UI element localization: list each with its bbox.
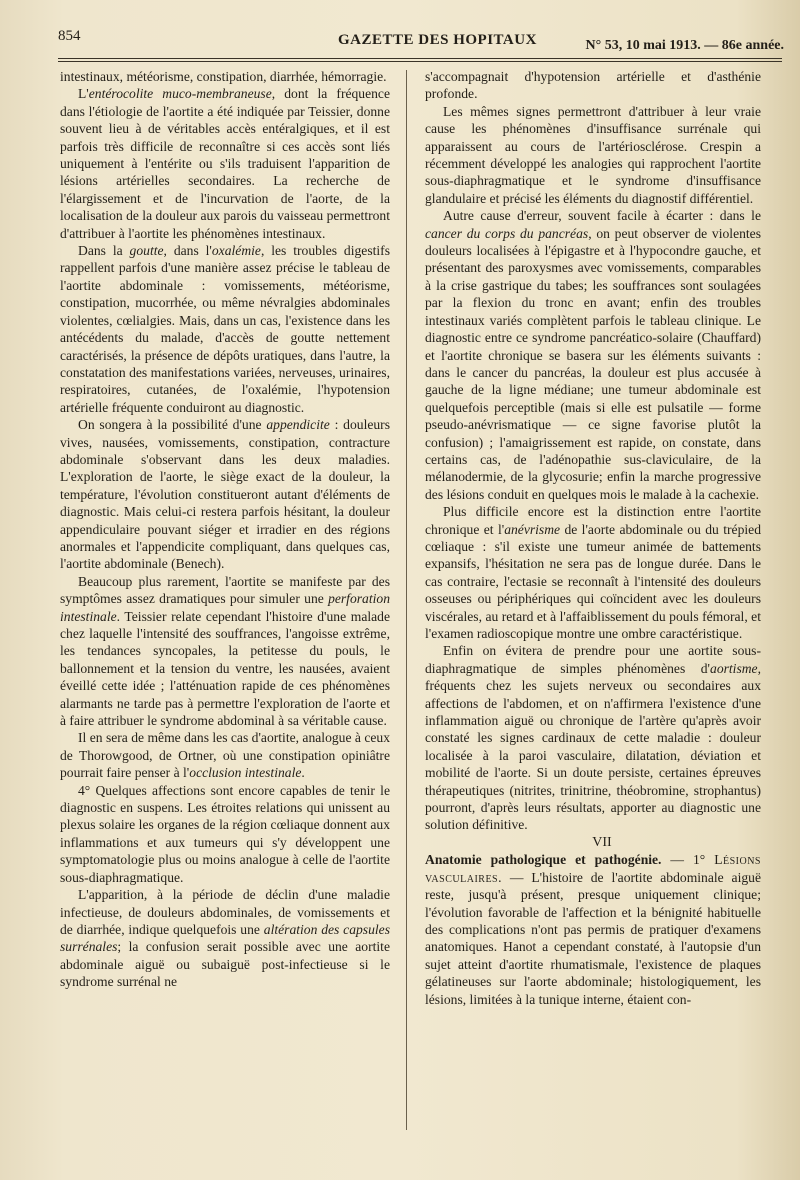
paragraph: Il en sera de même dans les cas d'aortite, analogue à ceux de Thorowgood, de Ortner, où une constipation opiniâtre pourrait faire penser à l'occlusion intestinale. xyxy=(60,730,390,781)
paragraph: Enfin on évitera de prendre pour une aortite sous-diaphragmatique de simples phénomènes d'aortisme, fréquents chez les sujets nerveux ou secondaires aux affections de l'abdomen, et on n'affirmera l'existence d'une inflammation aiguë ou chronique de l'artère qu'après avoir constaté les signes cardinaux de cette maladie : douleur localisée à la paroi vasculaire, dilatation, déviation et mobilité de l'aorte. Si un doute persiste, certaines épreuves thérapeutiques (nitrites, trinitrine, théobromine, strophantus) pourront, d'après leurs résultats, apporter au diagnostic une solution définitive. xyxy=(425,643,761,833)
issue-info: N° 53, 10 mai 1913. — 86e année. xyxy=(585,38,784,53)
paragraph: 4° Quelques affections sont encore capables de tenir le diagnostic en suspens. Les étroites relations qui unissent au plexus solaire les organes de la région cœliaque donnent aux inflammations et aux tumeurs qui s'y développent une symptomatologie plus ou moins analogue à celle de l'aortite sous-diaphragmatique. xyxy=(60,782,390,885)
column-divider xyxy=(406,70,407,1130)
paragraph: Les mêmes signes permettront d'attribuer à leur vraie cause les phénomènes d'insuffisance surrénale qui apparaissent au cours de l'artériosclérose. Crespin a récemment développé les analogies qui rapprochent l'aortite sous-diaphragmatique et le syndrome d'insuffisance glandulaire et précisé les éléments du diagnostif différentiel. xyxy=(425,103,761,206)
section-heading: Anatomie pathologique et pathogénie. xyxy=(425,852,662,868)
paragraph: s'accompagnait d'hypotension artérielle et d'asthénie profonde. xyxy=(425,69,761,102)
paragraph: Beaucoup plus rarement, l'aortite se manifeste par des symptômes assez dramatiques pour simuler une perforation intestinale. Teissier relate cependant l'histoire d'une malade chez laquelle l'intensité des souffrances, l'angoisse extrême, les tendances syncopales, la petitesse du pouls, le ballonnement et la tension du ventre, les nausées, avaient éveillé cette idée ; l'atténuation rapide de ces phénomènes alarmants ne tarde pas à permettre l'exploration de l'aorte et à faire attribuer le syndrome abdominal à sa véritable cause. xyxy=(60,573,390,729)
paragraph: Autre cause d'erreur, souvent facile à écarter : dans le cancer du corps du pancréas, on peut observer de violentes douleurs localisées à l'épigastre et à l'hypocondre gauche, et présentant des paroxysmes avec vomissements, comparables à la crise gastrique du tabes; les souffrances sont soulagées par la flexion du tronc en avant; enfin des troubles intestinaux variés complètent parfois le tableau clinique. Le diagnostic entre ce syndrome pancréatico-solaire (Chauffard) et l'aortite chronique se basera sur les éléments suivants : dans le cancer du pancréas, la douleur est plus accusée à gauche de la ligne médiane; une tumeur abdominale est quelquefois perceptible (mais si elle est pulsatile — forme pseudo-anévrismatique — ce signe favorise plutôt la confusion) ; l'amaigrissement est rapide, on constate, dans certains cas, de l'adénopathie sus-claviculaire, de la mélanodermie, de la glycosurie; enfin la marche progressive des lésions conduit en quelques mois le malade à la cachexie. xyxy=(425,208,761,502)
journal-title: GAZETTE DES HOPITAUX xyxy=(338,32,537,48)
paragraph: L'apparition, à la période de déclin d'une maladie infectieuse, de douleurs abdominales, de vomissements et de diarrhée, indique quelquefois une altération des capsules surrénales; la confusion serait possible avec une aortite abdominale aiguë ou subaiguë post-infectieuse si le syndrome surrénal ne xyxy=(60,887,390,990)
paragraph: Dans la goutte, dans l'oxalémie, les troubles digestifs rappellent parfois d'une manière assez précise le tableau de l'aortite abdominale : vomissements, météorisme, constipation, mucorrhée, ou même névralgies abdominales violentes, cœlialgies. Mais, dans un cas, l'existence dans les antécédents du malade, d'accès de goutte nettement caractérisés, la présence de dépôts uratiques, dans l'autre, la constatation des manifestations variées, nerveuses, urinaires, respiratoires, cutanées, de l'oxalémie, l'hypotension artérielle fréquente conduiront au diagnostic. xyxy=(60,243,391,415)
paragraph: On songera à la possibilité d'une appendicite : douleurs vives, nausées, vomissements, constipation, contracture abdominale s'observant dans les deux maladies. L'exploration de l'aorte, le siège exact de la douleur, la température, l'évolution constitueront autant d'éléments de diagnostic. Mais celui-ci restera parfois hésitant, la douleur appendiculaire pouvant siéger et irradier en des régions anormales et l'appendicite compliquant, dans quelques cas, l'aortite abdominale (Benech). xyxy=(60,417,390,572)
paragraph: L'entérocolite muco-membraneuse, dont la fréquence dans l'étiologie de l'aortite a été indiquée par Teissier, donne souvent lieu à de véritables accès entéralgiques, et il est parfois très difficile de reconnaître si ces accès sont liés uniquement à l'entérite ou s'ils traduisent l'apparition de lésions artérielles secondaires. La recherche de l'élargissement et de l'incurvation de l'aorte, de la localisation de la douleur aux parois du vaisseau permettront d'attribuer à l'aortite les phénomènes intestinaux. xyxy=(60,86,391,241)
header-rule xyxy=(58,58,782,62)
page-number: 854 xyxy=(58,28,81,44)
section-paragraph: Anatomie pathologique et pathogénie. — 1° Lésions vasculaires. — L'histoire de l'aortite abdominale aiguë reste, jusqu'à présent, presque uniquement clinique; l'évolution favorable de l'affection et la bénignité habituelle des complications n'ont pas permis de pratiquer d'examens anatomiques. Hanot a cependant constaté, à l'autopsie d'un sujet atteint d'aortite rhumatismale, l'existence de plaques gélatineuses sur l'aorte abdominale; histologiquement, les lésions, limitées à la tunique interne, étaient con- xyxy=(425,852,761,1007)
section-number: VII xyxy=(592,834,612,850)
paragraph: intestinaux, météorisme, constipation, diarrhée, hémorragie. xyxy=(60,69,387,84)
right-column xyxy=(425,68,761,1008)
left-column xyxy=(60,68,390,991)
paragraph: Plus difficile encore est la distinction entre l'aortite chronique et l'anévrisme de l'aorte abdominale ou du trépied cœliaque : s'il existe une tumeur animée de battements expansifs, l'hésitation ne sera pas de longue durée. Dans le cas contraire, l'ectasie se reconnaît à l'intensité des douleurs osseuses ou périphériques qui coïncident avec les douleurs viscérales, au retard et à l'affaiblissement du pouls fémoral, et l'examen radioscopique montre une ombre caractéristique. xyxy=(425,504,761,641)
